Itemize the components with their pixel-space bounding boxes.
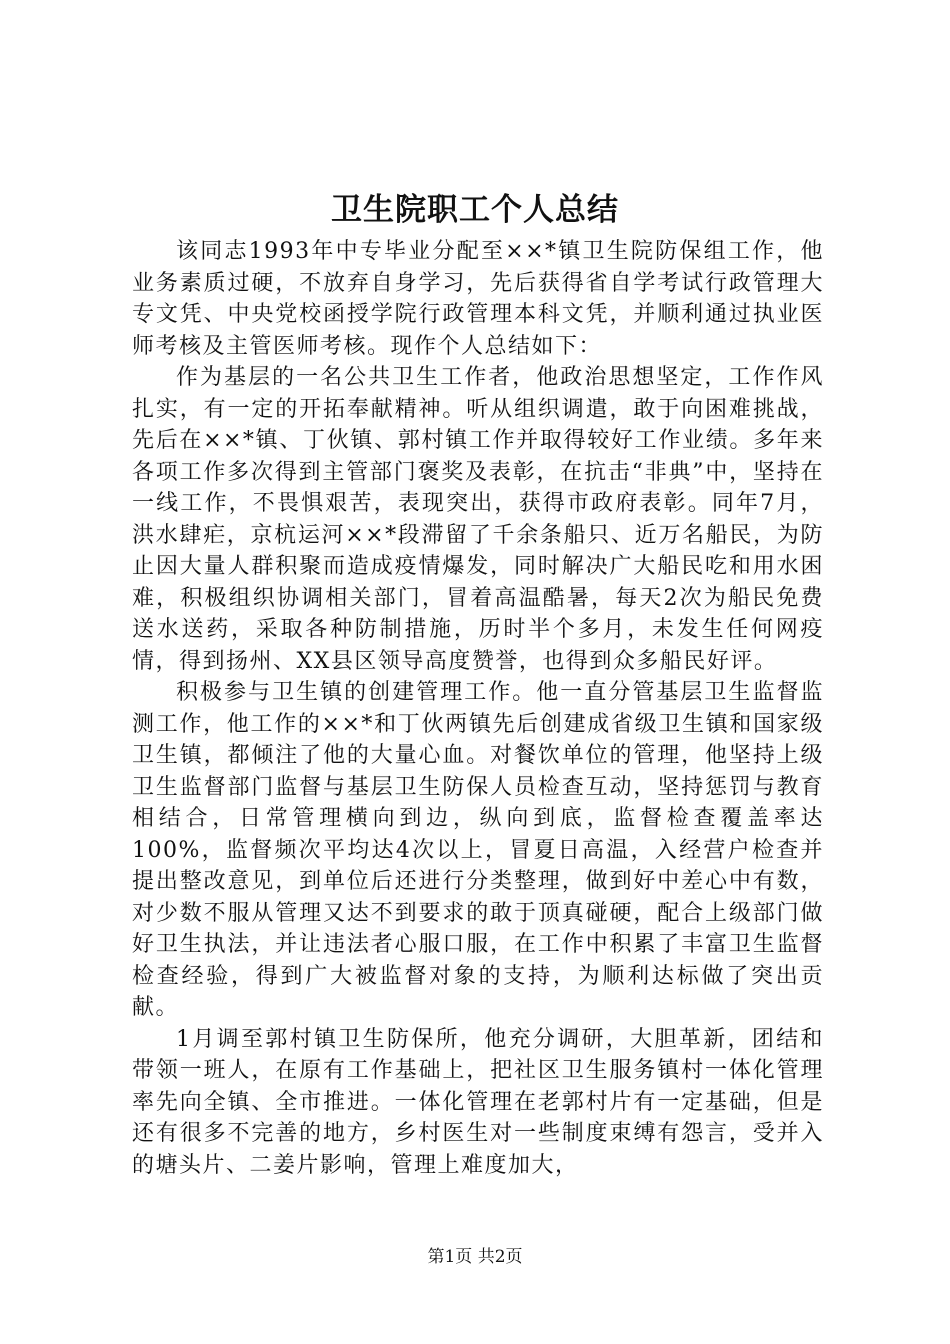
- paragraph-4: 1月调至郭村镇卫生防保所，他充分调研，大胆革新，团结和带领一班人，在原有工作基础上，把社区卫生服务镇村一体化管理率先向全镇、全市推进。一体化管理在老郭村片有一定基础，但是还有很多不完善的地方，乡村医生对一些制度束缚有怨言，受并入的塘头片、二姜片影响，管理上难度加大，: [132, 1026, 824, 1178]
- paragraph-3: 积极参与卫生镇的创建管理工作。他一直分管基层卫生监督监测工作，他工作的××*和丁伙两镇先后创建成省级卫生镇和国家级卫生镇，都倾注了他的大量心血。对餐饮单位的管理，他坚持上级卫生监督部门监督与基层卫生防保人员检查互动，坚持惩罚与教育相结合，日常管理横向到边，纵向到底，监督检查覆盖率达100%，监督频次平均达4次以上，冒夏日高温，入经营户检查并提出整改意见，到单位后还进行分类整理，做到好中差心中有数，对少数不服从管理又达不到要求的敢于顶真碰硬，配合上级部门做好卫生执法，并让违法者心服口服，在工作中积累了丰富卫生监督检查经验，得到广大被监督对象的支持，为顺利达标做了突出贡献。: [132, 680, 824, 1020]
- paragraph-1: 该同志1993年中专毕业分配至××*镇卫生院防保组工作，他业务素质过硬，不放弃自身学习，先后获得省自学考试行政管理大专文凭、中央党校函授学院行政管理本科文凭，并顺利通过执业医师考核及主管医师考核。现作个人总结如下：: [132, 239, 824, 359]
- paragraph-2: 作为基层的一名公共卫生工作者，他政治思想坚定，工作作风扎实，有一定的开拓奉献精神。听从组织调遣，敢于向困难挑战，先后在××*镇、丁伙镇、郭村镇工作并取得较好工作业绩。多年来各项工作多次得到主管部门褒奖及表彰，在抗击“非典”中，坚持在一线工作，不畏惧艰苦，表现突出，获得市政府表彰。同年7月，洪水肆疟，京杭运河××*段滞留了千余条船只、近万名船民，为防止因大量人群积聚而造成疫情爆发，同时解决广大船民吃和用水困难，积极组织协调相关部门，冒着高温酷暑，每天2次为船民免费送水送药，采取各种防制措施，历时半个多月，未发生任何网疫情，得到扬州、XX县区领导高度赞誉，也得到众多船民好评。: [132, 365, 824, 674]
- document-title: 卫生院职工个人总结: [331, 192, 619, 228]
- document-body: [132, 236, 824, 1181]
- page-footer: 第1页 共2页: [427, 1247, 523, 1267]
